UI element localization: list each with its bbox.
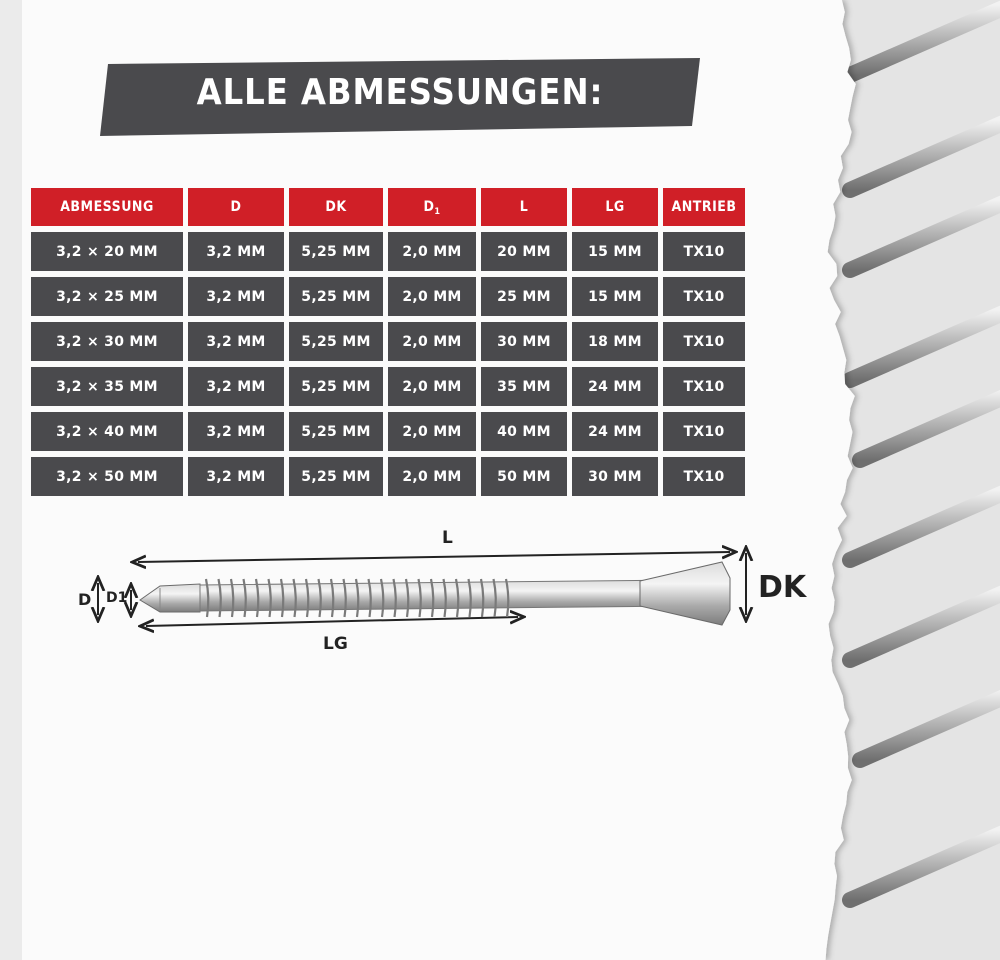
cell-l: 30 MM bbox=[481, 322, 567, 361]
core-diameter-label: D1 bbox=[106, 590, 128, 606]
cell-antrieb: TX10 bbox=[663, 322, 745, 361]
cell-antrieb: TX10 bbox=[663, 412, 745, 451]
header-lg: LG bbox=[572, 188, 658, 226]
header-l: L bbox=[481, 188, 567, 226]
cell-dk: 5,25 MM bbox=[289, 412, 383, 451]
header-dk: DK bbox=[289, 188, 383, 226]
header-d1-subscript: 1 bbox=[434, 207, 441, 217]
length-label: L bbox=[442, 528, 453, 548]
cell-d1: 2,0 MM bbox=[388, 457, 476, 496]
cell-dk: 5,25 MM bbox=[289, 457, 383, 496]
cell-d1: 2,0 MM bbox=[388, 322, 476, 361]
cell-d: 3,2 MM bbox=[188, 232, 284, 271]
thread-length-arrow bbox=[146, 617, 518, 626]
cell-lg: 24 MM bbox=[572, 412, 658, 451]
cell-l: 40 MM bbox=[481, 412, 567, 451]
header-abmessung: ABMESSUNG bbox=[31, 188, 183, 226]
header-antrieb: ANTRIEB bbox=[663, 188, 745, 226]
cell-lg: 30 MM bbox=[572, 457, 658, 496]
cell-abmessung: 3,2 × 35 MM bbox=[31, 367, 183, 406]
cell-abmessung: 3,2 × 50 MM bbox=[31, 457, 183, 496]
cell-d: 3,2 MM bbox=[188, 322, 284, 361]
cell-antrieb: TX10 bbox=[663, 367, 745, 406]
screw-illustration bbox=[140, 562, 730, 625]
cell-dk: 5,25 MM bbox=[289, 232, 383, 271]
thread-length-label: LG bbox=[323, 634, 348, 654]
cell-abmessung: 3,2 × 20 MM bbox=[31, 232, 183, 271]
cell-d: 3,2 MM bbox=[188, 277, 284, 316]
length-arrow bbox=[138, 552, 730, 562]
cell-l: 50 MM bbox=[481, 457, 567, 496]
cell-lg: 15 MM bbox=[572, 277, 658, 316]
cell-antrieb: TX10 bbox=[663, 457, 745, 496]
cell-d: 3,2 MM bbox=[188, 367, 284, 406]
header-d1-letter: D bbox=[423, 199, 435, 215]
cell-l: 35 MM bbox=[481, 367, 567, 406]
cell-d: 3,2 MM bbox=[188, 412, 284, 451]
page-title: ALLE ABMESSUNGEN: bbox=[196, 72, 604, 113]
cell-l: 20 MM bbox=[481, 232, 567, 271]
cell-d1: 2,0 MM bbox=[388, 412, 476, 451]
cell-abmessung: 3,2 × 25 MM bbox=[31, 277, 183, 316]
cell-dk: 5,25 MM bbox=[289, 277, 383, 316]
cell-abmessung: 3,2 × 30 MM bbox=[31, 322, 183, 361]
cell-d1: 2,0 MM bbox=[388, 277, 476, 316]
cell-d1: 2,0 MM bbox=[388, 367, 476, 406]
cell-l: 25 MM bbox=[481, 277, 567, 316]
diameter-label: D bbox=[78, 590, 92, 609]
cell-abmessung: 3,2 × 40 MM bbox=[31, 412, 183, 451]
cell-dk: 5,25 MM bbox=[289, 367, 383, 406]
header-d: D bbox=[188, 188, 284, 226]
cell-dk: 5,25 MM bbox=[289, 322, 383, 361]
cell-d: 3,2 MM bbox=[188, 457, 284, 496]
cell-antrieb: TX10 bbox=[663, 277, 745, 316]
head-diameter-label: DK bbox=[758, 570, 807, 605]
cell-lg: 18 MM bbox=[572, 322, 658, 361]
cell-antrieb: TX10 bbox=[663, 232, 745, 271]
cell-lg: 24 MM bbox=[572, 367, 658, 406]
cell-d1: 2,0 MM bbox=[388, 232, 476, 271]
cell-lg: 15 MM bbox=[572, 232, 658, 271]
